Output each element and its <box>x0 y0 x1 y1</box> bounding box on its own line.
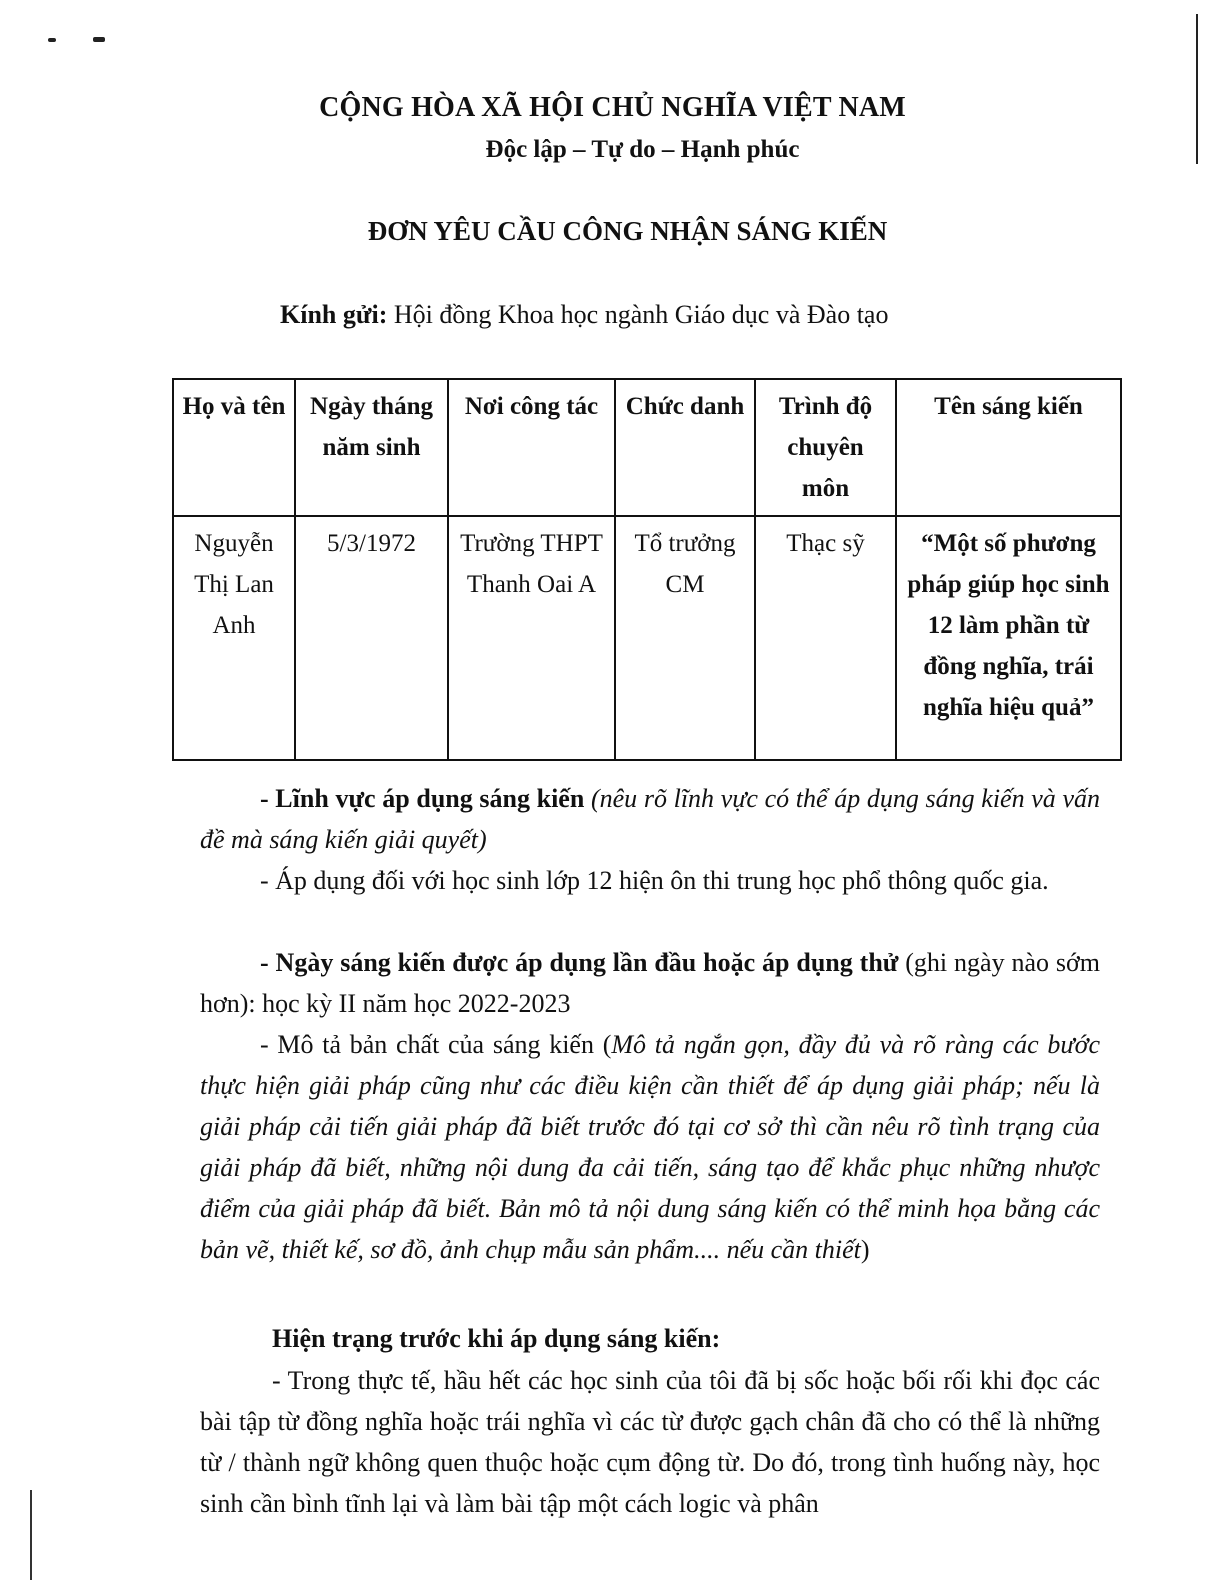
field-note: (nêu rõ lĩnh vực có thể áp dụng sáng kiến và vấn đề mà sáng kiến giải quyết) <box>200 784 1100 854</box>
description-note: Mô tả ngắn gọn, đầy đủ và rõ ràng các bước thực hiện giải pháp cũng như các điều kiện cần thiết để áp dụng giải pháp; nếu là giải pháp cải tiến giải pháp đã biết trước đó tại cơ sở thì cần nêu rõ tình trạng của giải pháp đã biết, những nội dung đa cải tiến, sáng tạo để khắc phục những nhược điểm của giải pháp đã biết. Bản mô tả nội dung sáng kiến có thể minh họa bằng các bản vẽ, thiết kế, sơ đồ, ảnh chụp mẫu sản phẩm.... nếu cần thiết <box>200 1030 1100 1264</box>
field-value: - Áp dụng đối với học sinh lớp 12 hiện ôn thi trung học phổ thông quốc gia. <box>260 866 1049 895</box>
status-heading: Hiện trạng trước khi áp dụng sáng kiến: <box>272 1324 721 1353</box>
header-qualification: Trình độ chuyên môn <box>755 379 896 516</box>
status-paragraph <box>200 1360 1100 1524</box>
scan-edge-line <box>30 1490 32 1580</box>
national-motto: Độc lập – Tự do – Hạnh phúc <box>485 136 800 163</box>
table-row <box>173 516 1121 760</box>
scan-speck <box>48 38 56 42</box>
national-title: CỘNG HÒA XÃ HỘI CHỦ NGHĨA VIỆT NAM <box>319 92 906 123</box>
applicant-table <box>172 378 1122 761</box>
status-heading-paragraph <box>200 1318 1100 1359</box>
field-label: - Lĩnh vực áp dụng sáng kiến <box>260 784 585 813</box>
cell-initiative-name: “Một số phương pháp giúp học sinh 12 làm phần từ đồng nghĩa, trái nghĩa hiệu quả” <box>896 516 1121 760</box>
cell-qualification: Thạc sỹ <box>755 516 896 760</box>
table-header-row <box>173 379 1121 516</box>
header-name: Họ và tên <box>173 379 295 516</box>
recipient-value: Hội đồng Khoa học ngành Giáo dục và Đào tạo <box>393 300 889 329</box>
document-title: ĐƠN YÊU CẦU CÔNG NHẬN SÁNG KIẾN <box>367 216 888 246</box>
header-initiative-name: Tên sáng kiến <box>896 379 1121 516</box>
date-label: - Ngày sáng kiến được áp dụng lần đầu hoặc áp dụng thử <box>260 948 899 977</box>
recipient-line <box>280 300 888 330</box>
date-value: (ghi ngày nào sớm hơn): học kỳ II năm học 2022-2023 <box>200 948 1100 1018</box>
recipient-label: Kính gửi: <box>280 300 388 329</box>
cell-position: Tổ trưởng CM <box>615 516 755 760</box>
scan-speck <box>93 37 105 42</box>
header-workplace: Nơi công tác <box>448 379 615 516</box>
status-text: - Trong thực tế, hầu hết các học sinh của tôi đã bị sốc hoặc bối rối khi đọc các bài tập từ đồng nghĩa hoặc trái nghĩa vì các từ được gạch chân đã cho có thể là những từ / thành ngữ không quen thuộc hoặc cụm động từ. Do đó, trong tình huống này, học sinh cần bình tĩnh lại và làm bài tập một cách logic và phân <box>200 1366 1100 1518</box>
description-label: - Mô tả bản chất của sáng kiến ( <box>260 1030 612 1059</box>
cell-workplace: Trường THPT Thanh Oai A <box>448 516 615 760</box>
description-close: ) <box>860 1235 870 1264</box>
header-birthdate: Ngày tháng năm sinh <box>295 379 448 516</box>
date-paragraph <box>200 942 1100 1024</box>
cell-name: Nguyễn Thị Lan Anh <box>173 516 295 760</box>
field-paragraph <box>200 778 1100 860</box>
description-paragraph <box>200 1024 1100 1270</box>
cell-birthdate: 5/3/1972 <box>295 516 448 760</box>
field-value-paragraph <box>200 860 1100 901</box>
header-position: Chức danh <box>615 379 755 516</box>
